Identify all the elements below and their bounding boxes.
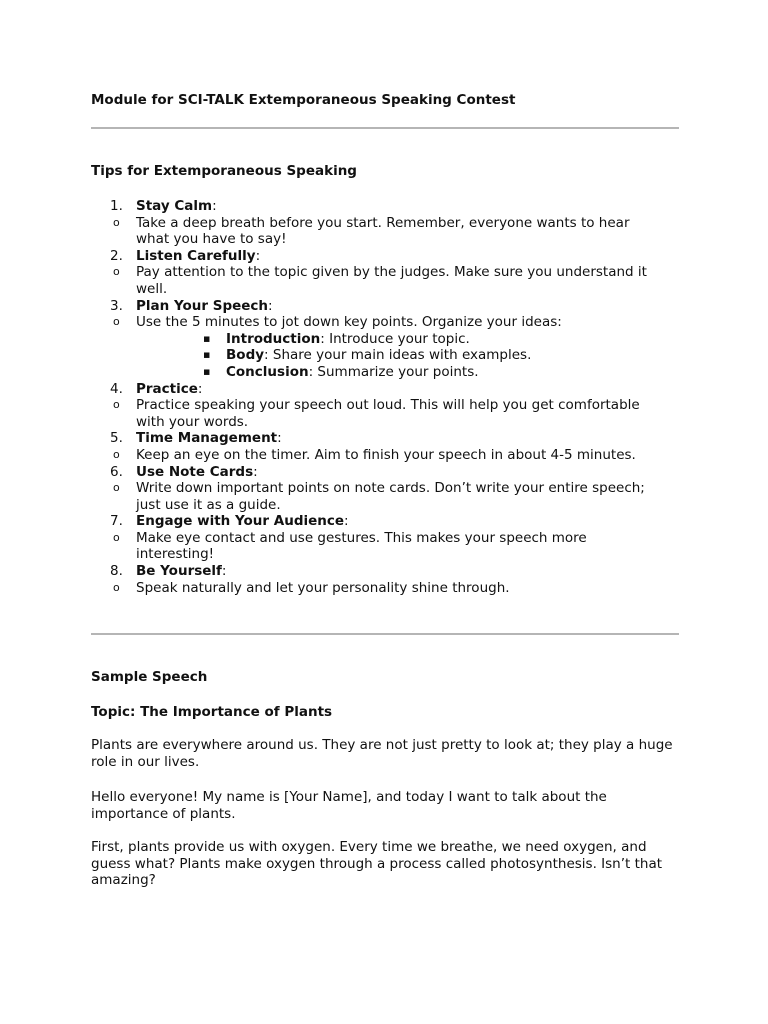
- subsub-item: [91, 347, 679, 364]
- tip-heading: Engage with Your Audience: [136, 513, 345, 530]
- tip-item: [91, 563, 679, 580]
- sub-item-text: Pay attention to the topic given by the judges. Make sure you understand it well.: [136, 264, 647, 297]
- tip-colon: :: [212, 198, 217, 214]
- circle-bullet-icon: o: [113, 398, 120, 412]
- sub-item-text: Make eye contact and use gestures. This makes your speech more interesting!: [136, 529, 587, 563]
- circle-bullet-icon: o: [113, 530, 120, 544]
- speech-paragraph: Plants are everywhere around us. They are not just pretty to look at; they play a huge role in our lives.: [91, 737, 673, 770]
- sample-speech-heading: Sample Speech: [91, 669, 208, 685]
- subsub-term: Conclusion: [226, 363, 309, 380]
- subsub-item: [91, 364, 679, 381]
- tip-item: [91, 248, 679, 265]
- circle-bullet-icon: o: [113, 265, 120, 279]
- subsub-term: Introduction: [226, 330, 321, 347]
- tip-item: [91, 381, 679, 398]
- tip-number: 3.: [110, 297, 123, 314]
- sub-item: [91, 447, 666, 464]
- topic-heading: Topic: The Importance of Plants: [91, 704, 333, 720]
- tip-item: [91, 464, 679, 481]
- sub-item: [91, 314, 666, 331]
- subsub-term: Body: [226, 347, 265, 364]
- tip-colon: :: [197, 380, 203, 397]
- subsub-item: [91, 331, 679, 348]
- circle-bullet-icon: o: [113, 580, 120, 594]
- tip-colon: :: [277, 430, 282, 447]
- tip-number: 4.: [110, 380, 123, 397]
- subsub-text: : Summarize your points.: [308, 363, 479, 380]
- tip-colon: :: [268, 297, 273, 314]
- square-bullet-icon: ▪: [203, 348, 211, 362]
- circle-bullet-icon: o: [113, 447, 120, 461]
- tip-item: [91, 198, 679, 215]
- sub-item: [91, 530, 666, 563]
- circle-bullet-icon: o: [113, 315, 120, 329]
- tip-item: [91, 298, 679, 315]
- tip-number: 1.: [110, 198, 123, 214]
- tip-heading: Be Yourself: [136, 563, 222, 580]
- sub-item-text: Take a deep breath before you start. Remember, everyone wants to hear what you have to say!: [136, 214, 630, 248]
- circle-bullet-icon: o: [113, 215, 120, 229]
- tip-colon: :: [253, 463, 258, 480]
- sub-item-text: Practice speaking your speech out loud. This will help you get comfortable with your words.: [136, 397, 640, 430]
- tip-number: 6.: [110, 463, 123, 480]
- tip-number: 8.: [110, 563, 123, 580]
- sub-item: [91, 397, 666, 430]
- horizontal-rule: [91, 127, 679, 129]
- horizontal-rule: [91, 633, 679, 635]
- sub-item: [91, 215, 666, 248]
- speech-paragraph: First, plants provide us with oxygen. Every time we breathe, we need oxygen, and guess what? Plants make oxygen through a process called photosynthesis. Isn’t that amazing?: [91, 839, 663, 889]
- square-bullet-icon: ▪: [203, 331, 211, 345]
- tip-heading: Plan Your Speech: [136, 297, 269, 314]
- sub-item: [91, 264, 666, 297]
- tip-heading: Stay Calm: [136, 198, 213, 214]
- tip-colon: :: [255, 247, 261, 264]
- subsub-text: : Share your main ideas with examples.: [264, 347, 532, 364]
- sub-item: [91, 580, 666, 597]
- tip-item: [91, 513, 679, 530]
- square-bullet-icon: ▪: [203, 364, 211, 378]
- tip-heading: Time Management: [136, 430, 278, 447]
- speech-paragraph: Hello everyone! My name is [Your Name], and today I want to talk about the importance of plants.: [91, 789, 607, 822]
- tip-heading: Use Note Cards: [136, 463, 254, 480]
- tip-colon: :: [344, 513, 349, 530]
- tips-heading: Tips for Extemporaneous Speaking: [91, 163, 357, 179]
- sub-item-text: Keep an eye on the timer. Aim to finish your speech in about 4-5 minutes.: [136, 446, 636, 463]
- tip-number: 7.: [110, 513, 123, 530]
- sub-item-text: Use the 5 minutes to jot down key points. Organize your ideas:: [136, 314, 562, 331]
- sub-item-text: Speak naturally and let your personality shine through.: [136, 579, 510, 596]
- tip-item: [91, 430, 679, 447]
- subsub-text: : Introduce your topic.: [320, 330, 470, 347]
- tips-list: [91, 198, 679, 596]
- document-title: Module for SCI-TALK Extemporaneous Speaking Contest: [91, 92, 516, 108]
- sub-item: [91, 480, 666, 513]
- tip-number: 5.: [110, 430, 123, 447]
- tip-number: 2.: [110, 247, 123, 264]
- circle-bullet-icon: o: [113, 481, 120, 495]
- sub-item-text: Write down important points on note cards. Don’t write your entire speech; just use it as a guide.: [136, 480, 645, 513]
- tip-heading: Practice: [136, 380, 198, 397]
- tip-colon: :: [221, 563, 227, 580]
- tip-heading: Listen Carefully: [136, 247, 256, 264]
